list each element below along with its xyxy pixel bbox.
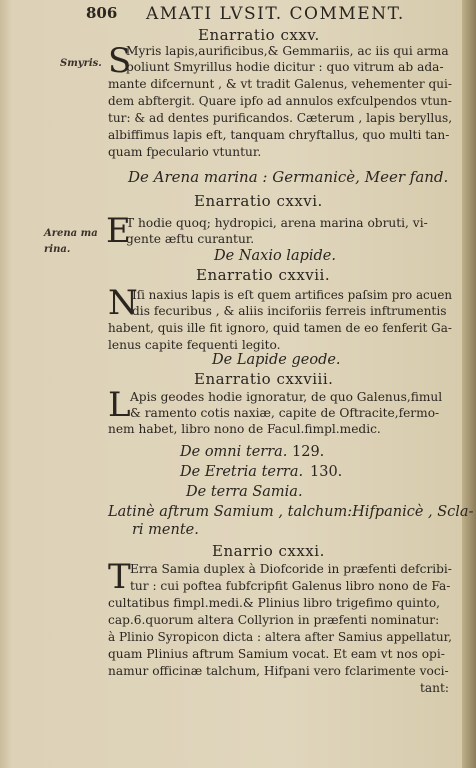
subject-heading: ri mente. [132,522,199,538]
subject-heading: De Naxio lapide. [214,248,336,264]
text-line: lenus capite fequenti legito. [108,338,281,352]
subject-heading: De Arena marina : Germanicè, Meer fand. [128,168,449,186]
page-gutter-shadow [462,0,476,768]
text-line: mante difcernunt , & vt tradit Galenus, vehementer qui- [108,77,452,91]
text-line: Erra Samia duplex à Diofcoride in præfenti defcribi- [130,562,452,576]
text-line: Apis geodes hodie ignoratur, de quo Galenus,fimul [130,390,443,404]
text-line: dem abftergit. Quare ipfo ad annulos exfculpendos vtun- [108,94,452,108]
text-line: namur officinæ talchum, Hifpani vero fclarimente voci- [108,664,449,678]
section-heading: Enarratio cxxvii. [196,266,331,284]
text-line: albiffimus lapis eft, tanquam chryftallus, quo multi tan- [108,128,450,142]
margin-note: rina. [44,244,71,255]
text-line: & ramento cotis naxiæ, capite de Oftracite,fermo- [130,406,440,420]
text-line: Myris lapis,aurificibus,& Gemmariis, ac iis qui arma [126,44,449,58]
text-line: T hodie quoq; hydropici, arena marina obruti, vi- [126,216,428,230]
drop-cap: L [108,385,131,425]
text-line: tur : cui poftea fubfcripfit Galenus libro nono de Fa- [130,579,451,593]
drop-cap: E [106,211,131,251]
text-line: quam Plinius aftrum Samium vocat. Et eam vt nos opi- [108,647,445,661]
catchword: tant: [420,681,450,695]
text-line: quam fpeculario vtuntur. [108,145,262,159]
subject-heading: De Lapide geode. [212,352,341,368]
page-number: 806 [86,4,118,22]
text-line: poliunt Smyrillus hodie dicitur : quo vitrum ab ada- [126,60,444,74]
drop-cap: S [108,41,132,81]
section-heading: Enarratio cxxvi. [194,192,323,210]
reference-number: 129. [292,444,325,460]
section-heading: Enarrio cxxxi. [212,542,325,560]
text-line: cap.6.quorum altera Collyrion in præfenti nominatur: [108,613,440,627]
section-heading: Enarratio cxxv. [198,26,320,44]
reference-title: De Eretria terra. [180,464,304,480]
drop-cap: T [108,557,131,597]
running-title: AMATI LVSIT. COMMENT. [146,4,405,24]
text-line: nem habet, libro nono de Facul.fimpl.medic. [108,422,381,436]
text-line: dis fecuribus , & aliis inciforiis ferreis inftrumentis [132,304,447,318]
text-line: gente æftu curantur. [126,232,255,246]
text-line: cultatibus fimpl.medi.& Plinius libro trigefimo quinto, [108,596,441,610]
margin-note: Arena ma [44,228,98,239]
section-heading: Enarratio cxxviii. [194,370,334,388]
reference-number: 130. [310,464,343,480]
drop-cap: N [108,283,138,323]
text-line: à Plinio Syropicon dicta : altera after Samius appellatur, [108,630,452,644]
subject-heading: Latinè aftrum Samium , talchum:Hifpanicè , Scla- [108,504,474,520]
reference-title: De omni terra. [180,444,288,460]
margin-note: Smyris. [60,58,102,69]
text-line: habent, quis ille fit ignoro, quid tamen de eo fenferit Ga- [108,321,452,335]
text-line: Iſi naxius lapis is eſt quem artifices paſsim pro acuen [132,288,453,302]
text-line: tur: & ad dentes purificandos. Cæterum , lapis beryllus, [108,111,453,125]
reference-title: De terra Samia. [186,484,303,500]
